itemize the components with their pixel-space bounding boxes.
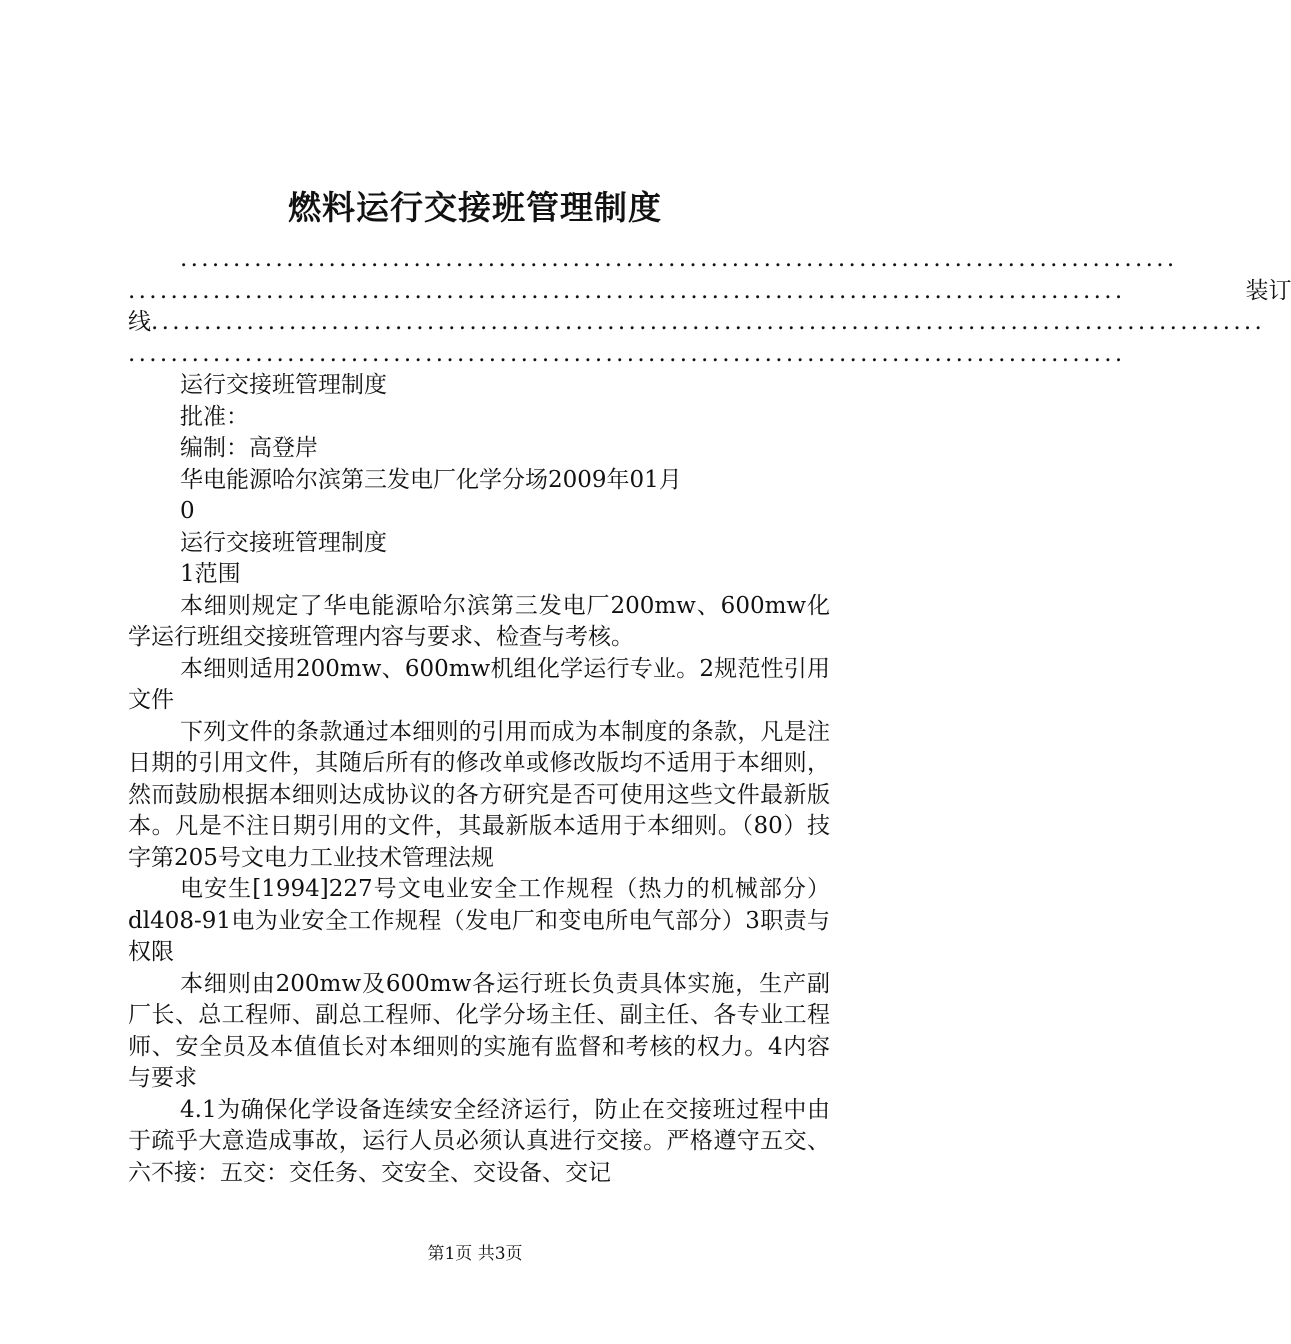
binding-dots: .............................................................................................. bbox=[128, 277, 1126, 304]
paragraph: 本细则适用200mw、600mw机组化学运行专业。2规范性引用文件 bbox=[128, 655, 830, 713]
paragraph: 电安生[1994]227号文电业安全工作规程（热力的机械部分）dl408-91电为业安全工作规程（发电厂和变电所电气部分）3职责与权限 bbox=[128, 876, 830, 965]
binding-row-1 bbox=[128, 244, 1178, 276]
binding-char-zhuang: 装 bbox=[1245, 277, 1269, 304]
heading-line: 运行交接班管理制度 bbox=[180, 372, 387, 398]
document-body bbox=[128, 244, 1291, 1189]
paragraph: 本细则规定了华电能源哈尔滨第三发电厂200mw、600mw化学运行班组交接班管理内容与要求、检查与考核。 bbox=[128, 592, 830, 650]
binding-char-ding: 订 bbox=[1268, 277, 1291, 304]
organization-line: 华电能源哈尔滨第三发电厂化学分场2009年01月 bbox=[180, 466, 682, 493]
paragraph: 下列文件的条款通过本细则的引用而成为本制度的条款，凡是注日期的引用文件，其随后所有的修改单或修改版均不适用于本细则，然而鼓励根据本细则达成协议的各方研究是否可使用这些文件最新版本。凡是不注日期引用的文件，其最新版本适用于本细则。（80）技字第205号文电力工业技术管理法规 bbox=[128, 718, 830, 871]
document-title: 燃料运行交接班管理制度 bbox=[288, 188, 662, 227]
binding-dots: .............................................................................................. bbox=[180, 246, 1178, 272]
binding-row-3 bbox=[128, 307, 1266, 339]
section-scope-heading: 1范围 bbox=[180, 561, 241, 587]
date-continuation: 0 bbox=[180, 498, 195, 524]
author-line: 编制：高登岸 bbox=[180, 435, 318, 461]
paragraph: 4.1为确保化学设备连续安全经济运行，防止在交接班过程中由于疏乎大意造成事故，运行人员必须认真进行交接。严格遵守五交、六不接：五交：交任务、交安全、交设备、交记 bbox=[128, 1096, 830, 1186]
approval-line: 批准： bbox=[180, 403, 249, 430]
paragraph: 本细则由200mw及600mw各运行班长负责具体实施，生产副厂长、总工程师、副总工程师、化学分场主任、副主任、各专业工程师、安全员及本值值长对本细则的实施有监督和考核的权力。4内容与要求 bbox=[128, 970, 830, 1091]
binding-line-block bbox=[128, 244, 1291, 370]
binding-dots: ......................................................................................................... bbox=[151, 309, 1266, 335]
binding-dots: .............................................................................................. bbox=[128, 340, 1126, 367]
page-footer: 第1页 共3页 bbox=[427, 1244, 523, 1264]
binding-row-4 bbox=[128, 339, 1126, 371]
section-heading: 运行交接班管理制度 bbox=[180, 529, 387, 556]
binding-char-xian: 线 bbox=[128, 309, 151, 335]
binding-row-2 bbox=[128, 276, 1291, 308]
